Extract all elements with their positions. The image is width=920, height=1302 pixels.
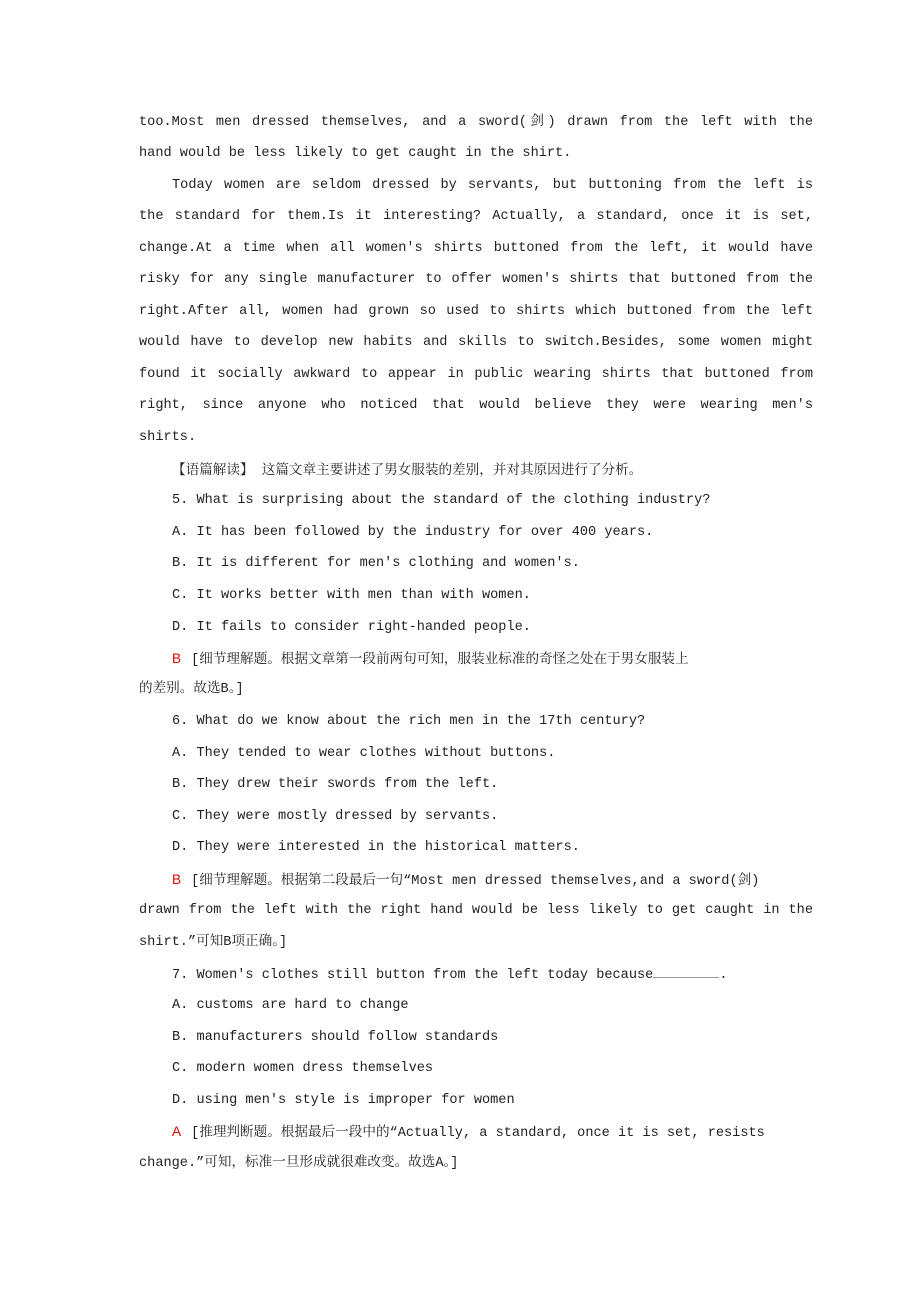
answer-letter: B [172, 651, 182, 666]
line-text: D. using men's style is improper for women [172, 1093, 515, 1108]
text-line [139, 269, 813, 291]
text-line [172, 1027, 813, 1049]
line-text: risky for any single manufacturer to offer women's shirts that buttoned from the [139, 272, 813, 287]
text-line [172, 459, 813, 481]
text-line [172, 1090, 813, 1112]
text-line [139, 395, 813, 417]
text-line [172, 995, 813, 1017]
text-line [139, 238, 813, 260]
text-line [172, 522, 813, 544]
text-line [172, 963, 813, 985]
line-text: shirt.”可知B项正确。] [139, 935, 288, 950]
line-text: found it socially awkward to appear in public wearing shirts that buttoned from [139, 367, 813, 382]
text-line [172, 837, 813, 859]
line-text: change.At a time when all women's shirts buttoned from the left, it would have [139, 241, 813, 256]
text-line [172, 175, 813, 197]
line-text: shirts. [139, 430, 197, 445]
line-text: [推理判断题。根据最后一段中的“Actually, a standard, once it is set, resists [191, 1126, 765, 1141]
text-line [172, 1121, 813, 1143]
line-text: right.After all, women had grown so used to shirts which buttoned from the left [139, 304, 813, 319]
text-line [139, 301, 813, 323]
text-line [172, 774, 813, 796]
text-line [139, 900, 813, 922]
answer-letter: A [172, 1124, 182, 1139]
text-line [172, 869, 813, 891]
line-text: too.Most men dressed themselves, and a sword(剑) drawn from the left with the [139, 115, 813, 130]
line-text: change.”可知，标准一旦形成就很难改变。故选A。] [139, 1156, 459, 1171]
text-line [139, 206, 813, 228]
text-line [139, 679, 813, 701]
fill-in-blank [653, 963, 719, 978]
text-line [139, 932, 813, 954]
text-line [139, 112, 813, 134]
text-line [172, 743, 813, 765]
line-text: [细节理解题。根据第二段最后一句“Most men dressed themselves,and a sword(剑) [191, 874, 760, 889]
text-line [172, 490, 813, 512]
line-text: C. They were mostly dressed by servants. [172, 809, 499, 824]
text-line [172, 648, 813, 670]
line-text: D. It fails to consider right-handed people. [172, 620, 531, 635]
line-text: 5. What is surprising about the standard of the clothing industry? [172, 493, 711, 508]
line-text: D. They were interested in the historical matters. [172, 840, 580, 855]
line-text: A. It has been followed by the industry for over 400 years. [172, 525, 654, 540]
text-line [172, 617, 813, 639]
line-text: A. customs are hard to change [172, 998, 409, 1013]
line-text: hand would be less likely to get caught in the shirt. [139, 146, 572, 161]
text-line [139, 364, 813, 386]
line-text: 6. What do we know about the rich men in the 17th century? [172, 714, 646, 729]
line-text: B. manufacturers should follow standards [172, 1030, 499, 1045]
answer-letter: B [172, 872, 182, 887]
line-text: Today women are seldom dressed by servants, but buttoning from the left is [172, 178, 813, 193]
line-text: A. They tended to wear clothes without buttons. [172, 746, 556, 761]
line-text: C. modern women dress themselves [172, 1061, 434, 1076]
text-line [172, 585, 813, 607]
text-line [139, 332, 813, 354]
line-text: 7. Women's clothes still button from the left today because [172, 968, 654, 983]
line-text: B. It is different for men's clothing and women's. [172, 556, 580, 571]
line-text: 这篇文章主要讲述了男女服装的差别，并对其原因进行了分析。 [253, 464, 643, 479]
text-line [139, 1153, 813, 1175]
line-text: 的差别。故选B。] [139, 682, 244, 697]
text-line [172, 1058, 813, 1080]
line-text: the standard for them.Is it interesting? Actually, a standard, once it is set, [139, 209, 813, 224]
line-text: B. They drew their swords from the left. [172, 777, 499, 792]
text-line [172, 711, 813, 733]
line-text: C. It works better with men than with women. [172, 588, 531, 603]
text-line [172, 553, 813, 575]
line-text: would have to develop new habits and skills to switch.Besides, some women might [139, 335, 813, 350]
line-text: right, since anyone who noticed that would believe they were wearing men's [139, 398, 813, 413]
text-line [139, 143, 813, 165]
section-label: 【语篇解读】 [172, 462, 254, 478]
text-line [139, 427, 813, 449]
line-text: [细节理解题。根据文章第一段前两句可知，服装业标准的奇怪之处在于男女服装上 [191, 653, 689, 668]
line-text-end: . [719, 968, 728, 983]
line-text: drawn from the left with the right hand would be less likely to get caught in the [139, 903, 813, 918]
text-line [172, 806, 813, 828]
